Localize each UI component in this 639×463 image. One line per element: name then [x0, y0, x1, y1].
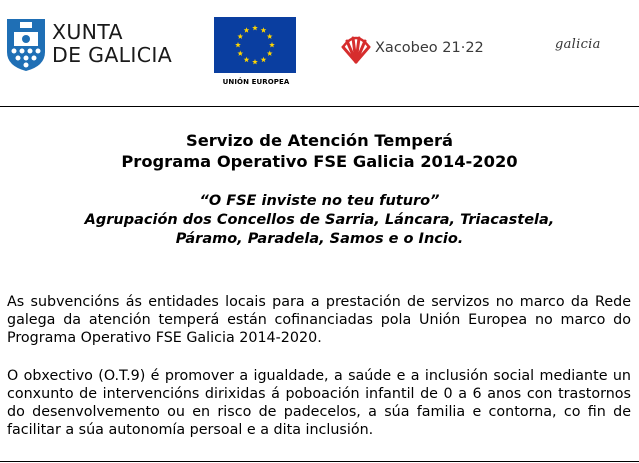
xunta-line-2: DE GALICIA: [52, 43, 173, 67]
bottom-divider: [0, 461, 639, 462]
xacobeo-wordmark: Xacobeo 21·22: [375, 40, 484, 56]
eu-label: UNIÓN EUROPEA: [222, 78, 290, 86]
page-title: [0, 130, 639, 172]
union-europea-logo: [214, 17, 298, 89]
xunta-wordmark: [52, 21, 172, 67]
slogan-line-3: Páramo, Paradela, Samos e o Incio.: [175, 231, 464, 247]
xunta-shield-icon: [6, 18, 46, 72]
top-divider: [0, 106, 639, 107]
slogan-line-2: Agrupación dos Concellos de Sarria, Láncara, Triacastela,: [84, 212, 555, 228]
paragraph-1: As subvencións ás entidades locais para a prestación de servizos no marco da Rede galega da atención temperá están cofinanciadas pola Unión Europea no marco do Programa Operativo FSE Galicia 2014-2020.: [7, 294, 631, 346]
slogan-block: [0, 192, 639, 249]
eu-flag-icon: [214, 17, 296, 73]
galicia-wordmark: galicia: [555, 37, 601, 52]
scallop-shell-icon: [340, 35, 372, 65]
title-line-1: Servizo de Atención Temperá: [185, 131, 454, 150]
paragraph-2: O obxectivo (O.T.9) é promover a igualdade, a saúde e a inclusión social mediante un conxunto de intervencións dirixidas á poboación infantil de 0 a 6 anos con trastornos do desenvolvemento ou en risco de padecelos, a súa familia e contorna, co fin de facilitar a súa autonomía persoal e a dita inclusión.: [7, 368, 631, 438]
xunta-de-galicia-logo: [6, 18, 176, 72]
title-line-2: Programa Operativo FSE Galicia 2014-2020: [121, 152, 518, 171]
xacobeo-logo: [340, 35, 510, 65]
slogan-line-1: “O FSE inviste no teu futuro”: [199, 193, 440, 209]
xunta-line-1: XUNTA: [52, 20, 123, 44]
logo-header: [0, 0, 639, 105]
